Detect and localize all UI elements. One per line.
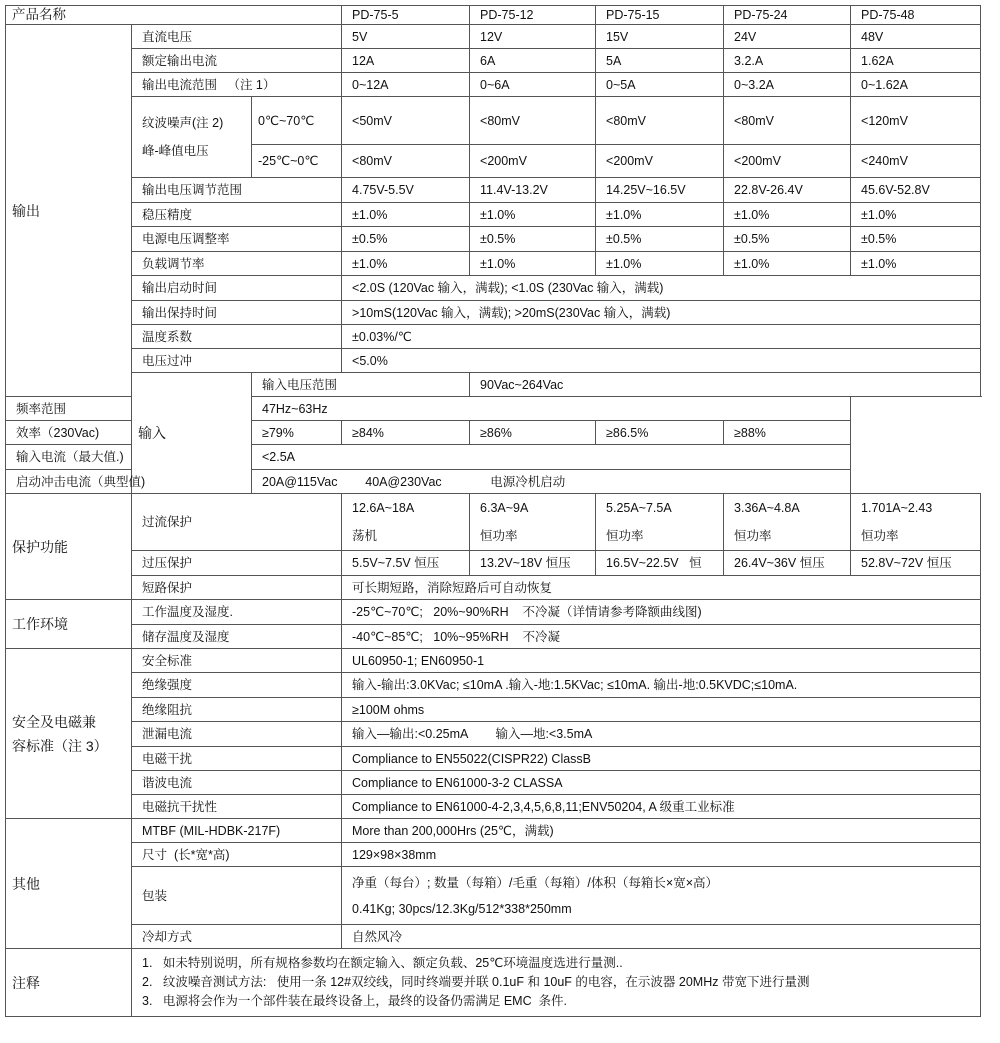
model-3: PD-75-15 — [596, 6, 724, 25]
cell: 14.25V~16.5V — [596, 178, 724, 203]
value-emi: Compliance to EN55022(CISPR22) ClassB — [342, 747, 981, 771]
ocp-mode: 恒功率 — [861, 529, 899, 543]
row-harmonic — [6, 771, 981, 795]
row-rated-current — [6, 49, 981, 73]
row-freq — [6, 397, 981, 421]
label-ripple — [132, 97, 252, 178]
header-row — [6, 6, 981, 25]
cell: 13.2V~18V 恒压 — [470, 551, 596, 576]
cell: ≥79% — [252, 421, 342, 445]
cell: 12A — [342, 49, 470, 73]
value-input-voltage: 90Vac~264Vac — [470, 373, 981, 397]
cell: 5.5V~7.5V 恒压 — [342, 551, 470, 576]
ocp-value: 1.701A~2.43 — [861, 501, 933, 515]
cell: ±0.5% — [596, 227, 724, 252]
row-adj-range — [6, 178, 981, 203]
cell: <200mV — [724, 145, 851, 178]
cell: <200mV — [596, 145, 724, 178]
row-ovp — [6, 551, 981, 576]
row-input-voltage — [6, 373, 981, 397]
ocp-value: 5.25A~7.5A — [606, 501, 672, 515]
cell: <80mV — [724, 97, 851, 145]
cell: ≥84% — [342, 421, 470, 445]
ripple-temp-2: -25℃~0℃ — [252, 145, 342, 178]
cell: 0~3.2A — [724, 73, 851, 97]
label-harmonic: 谐波电流 — [132, 771, 342, 795]
value-leakage: 输入—输出:<0.25mA 输入—地:<3.5mA — [342, 722, 981, 747]
cell: ±0.5% — [851, 227, 981, 252]
model-1: PD-75-5 — [342, 6, 470, 25]
label-inrush: 启动冲击电流（典型值) — [6, 470, 252, 494]
row-load-reg — [6, 252, 981, 276]
product-name-label: 产品名称 — [6, 6, 342, 25]
label-line-reg: 电源电压调整率 — [132, 227, 342, 252]
ripple-temp-1: 0℃~70℃ — [252, 97, 342, 145]
row-in-current — [6, 445, 981, 470]
model-2: PD-75-12 — [470, 6, 596, 25]
label-working-env: 工作温度及湿度. — [132, 600, 342, 625]
cell: 0~5A — [596, 73, 724, 97]
ocp-value: 6.3A~9A — [480, 501, 529, 515]
value-freq: 47Hz~63Hz — [252, 397, 851, 421]
cell: ±0.5% — [724, 227, 851, 252]
cell: 11.4V-13.2V — [470, 178, 596, 203]
label-isolation: 绝缘阻抗 — [132, 698, 342, 722]
note-3: 3. 电源将会作为一个部件装在最终设备上，最终的设备仍需满足 EMC 条件. — [142, 994, 568, 1008]
value-isolation: ≥100M ohms — [342, 698, 981, 722]
cell: ±1.0% — [724, 252, 851, 276]
value-withstand: 输入-输出:3.0KVac; ≤10mA .输入-地:1.5KVac; ≤10mA. 输出-地:0.5KVDC;≤10mA. — [342, 673, 981, 698]
ocp-mode: 恒功率 — [734, 529, 772, 543]
cell: 15V — [596, 25, 724, 49]
cell: 0~12A — [342, 73, 470, 97]
group-protection: 保护功能 — [6, 494, 132, 600]
value-overshoot: <5.0% — [342, 349, 981, 373]
row-ripple-1 — [6, 97, 981, 145]
group-notes: 注释 — [6, 949, 132, 1017]
value-harmonic: Compliance to EN61000-3-2 CLASSA — [342, 771, 981, 795]
model-5: PD-75-48 — [851, 6, 981, 25]
label-withstand: 绝缘强度 — [132, 673, 342, 698]
label-overshoot: 电压过冲 — [132, 349, 342, 373]
packing-header: 净重（每台）; 数量（每箱）/毛重（每箱）/体积（每箱长×宽×高） — [352, 875, 719, 890]
row-working-env — [6, 600, 981, 625]
row-scp — [6, 576, 981, 600]
label-ovp: 过压保护 — [132, 551, 342, 576]
group-other: 其他 — [6, 819, 132, 949]
label-size: 尺寸 (长*宽*高) — [132, 843, 342, 867]
value-holdup: >10mS(120Vac 输入，满载); >20mS(230Vac 输入，满载) — [342, 301, 981, 325]
label-packing: 包装 — [132, 867, 342, 925]
cell: <120mV — [851, 97, 981, 145]
row-ems — [6, 795, 981, 819]
label-input-voltage: 输入电压范围 — [252, 373, 470, 397]
row-size — [6, 843, 981, 867]
row-emi — [6, 747, 981, 771]
value-storage-env: -40℃~85℃; 10%~95%RH 不冷凝 — [342, 625, 981, 649]
row-isolation — [6, 698, 981, 722]
cell: ±0.5% — [342, 227, 470, 252]
row-overshoot — [6, 349, 981, 373]
current-range-note: （注 1） — [227, 77, 276, 92]
model-4: PD-75-24 — [724, 6, 851, 25]
cell: ±1.0% — [342, 203, 470, 227]
safety-group-line1: 安全及电磁兼 — [12, 713, 96, 730]
value-temp-coef: ±0.03%/℃ — [342, 325, 981, 349]
label-scp: 短路保护 — [132, 576, 342, 600]
value-packing — [342, 867, 981, 925]
cell: ±1.0% — [470, 252, 596, 276]
label-load-reg: 负载调节率 — [132, 252, 342, 276]
label-leakage: 泄漏电流 — [132, 722, 342, 747]
note-2: 2. 纹波噪音测试方法: 使用一条 12#双绞线，同时终端要并联 0.1uF 和 10uF 的电容，在示波器 20MHz 带宽下进行量测 — [142, 975, 810, 989]
row-ocp — [6, 494, 981, 551]
row-accuracy — [6, 203, 981, 227]
ripple-label-1: 纹波噪声(注 2) — [142, 116, 224, 130]
row-holdup — [6, 301, 981, 325]
cell: 5A — [596, 49, 724, 73]
value-cooling: 自然风冷 — [342, 925, 981, 949]
packing-values: 0.41Kg; 30pcs/12.3Kg/512*338*250mm — [352, 901, 572, 916]
cell: <200mV — [470, 145, 596, 178]
cell: 0~6A — [470, 73, 596, 97]
value-ems: Compliance to EN61000-4-2,3,4,5,6,8,11;ENV50204, A 级重工业标准 — [342, 795, 981, 819]
value-mtbf: More than 200,000Hrs (25℃，满载) — [342, 819, 981, 843]
value-size: 129×98×38mm — [342, 843, 981, 867]
ocp-cell-3 — [596, 494, 724, 551]
cell: ±1.0% — [851, 252, 981, 276]
group-safety — [6, 649, 132, 819]
label-freq: 频率范围 — [6, 397, 252, 421]
cell: 3.2.A — [724, 49, 851, 73]
cell: 45.6V-52.8V — [851, 178, 981, 203]
label-temp-coef: 温度系数 — [132, 325, 342, 349]
ocp-cell-2 — [470, 494, 596, 551]
row-current-range — [6, 73, 981, 97]
label-startup: 输出启动时间 — [132, 276, 342, 301]
value-in-current: <2.5A — [252, 445, 851, 470]
value-inrush: 20A@115Vac 40A@230Vac 电源冷机启动 — [252, 470, 851, 494]
cell: <80mV — [342, 145, 470, 178]
label-adj-range: 输出电压调节范围 — [132, 178, 342, 203]
row-leakage — [6, 722, 981, 747]
cell: 24V — [724, 25, 851, 49]
cell: 52.8V~72V 恒压 — [851, 551, 981, 576]
cell: 5V — [342, 25, 470, 49]
value-scp: 可长期短路，消除短路后可自动恢复 — [342, 576, 981, 600]
label-safety-std: 安全标准 — [132, 649, 342, 673]
cell: ±1.0% — [470, 203, 596, 227]
label-ocp: 过流保护 — [132, 494, 342, 551]
row-notes — [6, 949, 981, 1017]
spec-table — [5, 5, 981, 1017]
row-startup — [6, 276, 981, 301]
cell: ≥88% — [724, 421, 851, 445]
cell: 16.5V~22.5V 恒 — [596, 551, 724, 576]
label-cooling: 冷却方式 — [132, 925, 342, 949]
ocp-mode: 恒功率 — [480, 529, 518, 543]
cell: 48V — [851, 25, 981, 49]
row-storage-env — [6, 625, 981, 649]
label-efficiency: 效率（230Vac) — [6, 421, 252, 445]
cell: ≥86.5% — [596, 421, 724, 445]
ocp-value: 12.6A~18A — [352, 501, 415, 515]
row-dc-voltage — [6, 25, 981, 49]
value-safety-std: UL60950-1; EN60950-1 — [342, 649, 981, 673]
cell: <240mV — [851, 145, 981, 178]
label-storage-env: 储存温度及湿度 — [132, 625, 342, 649]
ocp-cell-4 — [724, 494, 851, 551]
row-packing — [6, 867, 981, 925]
cell: 0~1.62A — [851, 73, 981, 97]
label-in-current: 输入电流（最大值.) — [6, 445, 252, 470]
cell: <80mV — [470, 97, 596, 145]
row-cooling — [6, 925, 981, 949]
note-1: 1. 如未特别说明，所有规格参数均在额定输入、额定负载、25℃环境温度选进行量测.. — [142, 956, 623, 970]
row-withstand — [6, 673, 981, 698]
row-inrush — [6, 470, 981, 494]
ocp-mode: 荡机 — [352, 529, 378, 543]
label-holdup: 输出保持时间 — [132, 301, 342, 325]
cell: ±1.0% — [342, 252, 470, 276]
cell: ±0.5% — [470, 227, 596, 252]
cell: ±1.0% — [851, 203, 981, 227]
cell: <80mV — [596, 97, 724, 145]
label-dc-voltage: 直流电压 — [132, 25, 342, 49]
ocp-cell-1 — [342, 494, 470, 551]
row-mtbf — [6, 819, 981, 843]
label-mtbf: MTBF (MIL-HDBK-217F) — [132, 819, 342, 843]
value-working-env: -25℃~70℃; 20%~90%RH 不冷凝（详情请参考降额曲线图) — [342, 600, 981, 625]
ocp-cell-5 — [851, 494, 981, 551]
cell: ±1.0% — [596, 203, 724, 227]
cell: 1.62A — [851, 49, 981, 73]
cell: 12V — [470, 25, 596, 49]
group-input: 输入 — [132, 373, 252, 494]
group-output: 输出 — [6, 25, 132, 397]
ripple-label-2: 峰-峰值电压 — [142, 144, 209, 158]
safety-group-line2: 容标准（注 3） — [12, 737, 108, 754]
label-rated-current: 额定输出电流 — [132, 49, 342, 73]
row-safety-std — [6, 649, 981, 673]
cell: 26.4V~36V 恒压 — [724, 551, 851, 576]
cell: ≥86% — [470, 421, 596, 445]
cell: 4.75V-5.5V — [342, 178, 470, 203]
label-ems: 电磁抗干扰性 — [132, 795, 342, 819]
value-startup: <2.0S (120Vac 输入，满载); <1.0S (230Vac 输入，满载) — [342, 276, 981, 301]
cell: 22.8V-26.4V — [724, 178, 851, 203]
ocp-mode: 恒功率 — [606, 529, 644, 543]
label-current-range — [132, 73, 342, 97]
label-accuracy: 稳压精度 — [132, 203, 342, 227]
label-emi: 电磁干扰 — [132, 747, 342, 771]
cell: ±1.0% — [724, 203, 851, 227]
current-range-text: 输出电流范围 — [142, 77, 218, 92]
group-environment: 工作环境 — [6, 600, 132, 649]
cell: <50mV — [342, 97, 470, 145]
cell: 6A — [470, 49, 596, 73]
notes-content — [132, 949, 981, 1017]
cell: ±1.0% — [596, 252, 724, 276]
row-temp-coef — [6, 325, 981, 349]
row-line-reg — [6, 227, 981, 252]
ocp-value: 3.36A~4.8A — [734, 501, 800, 515]
